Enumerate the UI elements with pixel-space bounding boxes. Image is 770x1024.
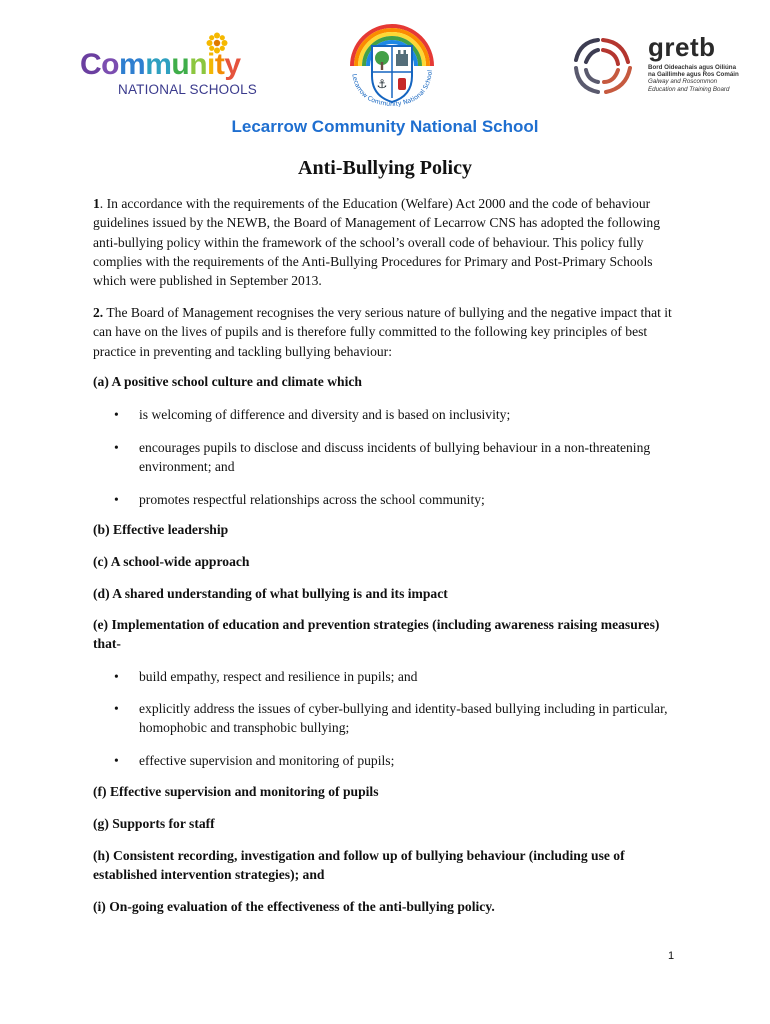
list-item-text: encourages pupils to disclose and discuss incidents of bullying behaviour in a non-threatening environment; and [139, 440, 651, 475]
school-name-heading: Lecarrow Community National School [231, 117, 539, 136]
list-item-text: is welcoming of difference and diversity and is based on inclusivity; [139, 407, 511, 422]
section-f-heading: (f) Effective supervision and monitoring of pupils [93, 784, 379, 799]
section-a-heading: (a) A positive school culture and climate which [93, 374, 362, 389]
bullet-icon: • [114, 701, 119, 716]
gretb-logo-tagline [648, 64, 739, 93]
school-crest-logo [344, 18, 440, 108]
paragraph-2-number: 2. [93, 305, 104, 320]
bullet-icon: • [114, 407, 119, 422]
paragraph-2-text: The Board of Management recognises the very serious nature of bullying and the negative impact that it can have on the lives of pupils and is therefore fully committed to the following key principles of best practice in preventing and tackling bullying behaviour: [93, 305, 672, 359]
section-g-heading: (g) Supports for staff [93, 816, 215, 831]
section-i-heading: (i) On-going evaluation of the effectiveness of the anti-bullying policy. [93, 899, 495, 914]
section-d-heading: (d) A shared understanding of what bullying is and its impact [93, 586, 448, 601]
paragraph-1-number: 1 [93, 196, 100, 211]
paragraph-1-text: . In accordance with the requirements of the Education (Welfare) Act 2000 and the code of behaviour guidelines issued by the NEWB, the Board of Management of Lecarrow CNS has adopted the following anti-bullying policy within the framework of the school’s overall code of behaviour. This policy fully complies with the requirements of the Anti-Bullying Procedures for Primary and Post-Primary Schools which were published in September 2013. [93, 196, 661, 289]
list-item-text: effective supervision and monitoring of pupils; [139, 753, 395, 768]
community-national-schools-logo [80, 32, 257, 104]
paragraph-2 [93, 303, 683, 361]
bullet-icon: • [114, 440, 119, 455]
gretb-line-4: Education and Training Board [648, 85, 730, 93]
section-b-heading: (b) Effective leadership [93, 522, 229, 537]
gretb-line-3: Galway and Roscommon [648, 78, 718, 86]
bullet-icon: • [114, 669, 119, 684]
community-logo-word [80, 48, 241, 82]
list-item-text: explicitly address the issues of cyber-bullying and identity-based bullying including in particular, homophobic and transphobic bullying; [139, 701, 668, 736]
gretb-logo-word: gretb [648, 32, 716, 62]
bullet-icon: • [114, 492, 119, 507]
list-item-text: build empathy, respect and resilience in pupils; and [139, 669, 418, 684]
community-logo-subtitle: NATIONAL SCHOOLS [118, 82, 257, 97]
page-number: 1 [668, 950, 675, 962]
section-h-heading: (h) Consistent recording, investigation and follow up of bullying behaviour (including use of established intervention strategies); and [93, 848, 625, 883]
section-c-heading: (c) A school-wide approach [93, 554, 250, 569]
svg-text:⚓: ⚓ [376, 77, 388, 91]
page-title: Anti-Bullying Policy [298, 157, 472, 179]
gretb-line-2: na Gaillimhe agus Ros Comáin [648, 71, 739, 79]
section-e-heading: (e) Implementation of education and prevention strategies (including awareness raising measures) that- [93, 617, 660, 652]
list-item-text: promotes respectful relationships across the school community; [139, 492, 485, 507]
paragraph-1 [93, 194, 683, 290]
bullet-icon: • [114, 753, 119, 768]
gretb-logo [568, 32, 748, 98]
crest-motto-text: Lecarrow Community National School [350, 69, 434, 108]
gretb-line-1: Bord Oideachais agus Oiliúna [648, 64, 737, 71]
gretb-swirl-icon [568, 32, 638, 98]
community-logo-text: Community [80, 48, 241, 81]
